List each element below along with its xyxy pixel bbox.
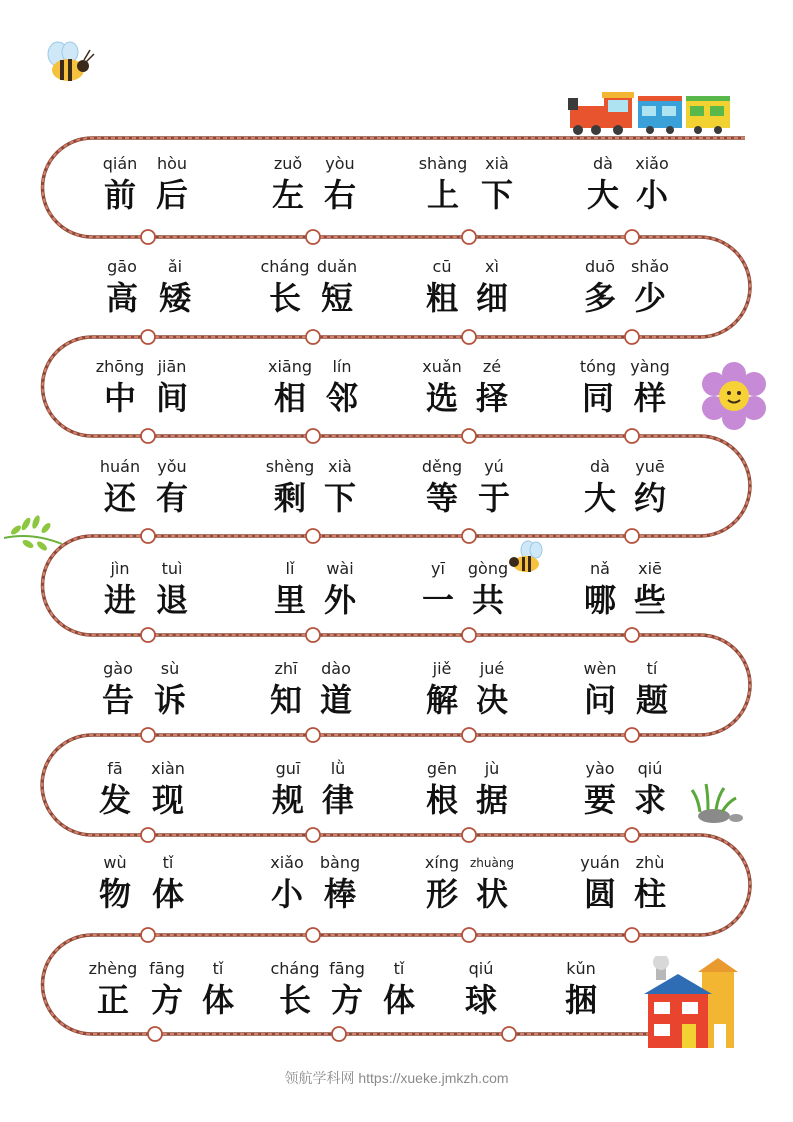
pinyin: dà bbox=[593, 154, 613, 173]
hanzi: 下 bbox=[480, 176, 514, 214]
hanzi: 共 bbox=[471, 581, 505, 619]
track-stop-dot bbox=[141, 230, 155, 244]
hanzi: 解 bbox=[425, 681, 459, 719]
hanzi: 细 bbox=[475, 279, 509, 317]
bee-icon bbox=[506, 540, 546, 576]
hanzi: 求 bbox=[633, 781, 667, 819]
pinyin: yī bbox=[431, 559, 445, 578]
hanzi: 状 bbox=[475, 875, 509, 913]
pinyin: zhèng bbox=[88, 959, 138, 978]
hanzi: 短 bbox=[320, 279, 354, 317]
hanzi: 上 bbox=[426, 176, 460, 214]
hanzi: 方 bbox=[150, 981, 184, 1019]
pinyin: tǐ bbox=[212, 959, 224, 978]
pinyin: dào bbox=[321, 659, 351, 678]
word-row bbox=[0, 355, 793, 435]
hanzi: 剩 bbox=[273, 479, 307, 517]
hanzi: 据 bbox=[475, 781, 509, 819]
pinyin: tǐ bbox=[162, 853, 174, 872]
hanzi: 道 bbox=[319, 681, 353, 719]
pinyin: gēn bbox=[426, 759, 458, 778]
pinyin: shàng bbox=[418, 154, 468, 173]
hanzi: 正 bbox=[96, 981, 130, 1019]
hanzi: 还 bbox=[103, 479, 137, 517]
pinyin: xíng bbox=[424, 853, 460, 872]
hanzi: 球 bbox=[464, 981, 498, 1019]
hanzi: 外 bbox=[323, 581, 357, 619]
pinyin: duǎn bbox=[316, 257, 358, 276]
bee-icon bbox=[40, 40, 96, 86]
hanzi: 右 bbox=[323, 176, 357, 214]
pinyin: gāo bbox=[107, 257, 137, 276]
pinyin: qiú bbox=[468, 959, 494, 978]
word-row bbox=[0, 851, 793, 931]
track-stop-dot bbox=[306, 230, 320, 244]
hanzi: 发 bbox=[98, 781, 132, 819]
track-stop-dot bbox=[625, 230, 639, 244]
hanzi: 哪 bbox=[583, 581, 617, 619]
hanzi: 后 bbox=[155, 176, 189, 214]
pinyin: xiāng bbox=[267, 357, 313, 376]
pinyin: cháng bbox=[260, 257, 310, 276]
pinyin: yòu bbox=[325, 154, 355, 173]
pinyin: shǎo bbox=[630, 257, 670, 276]
pinyin: sù bbox=[160, 659, 180, 678]
hanzi: 长 bbox=[268, 279, 302, 317]
pinyin: tuì bbox=[161, 559, 183, 578]
hanzi: 体 bbox=[151, 875, 185, 913]
hanzi: 小 bbox=[270, 875, 304, 913]
word-row bbox=[0, 757, 793, 837]
pinyin: zhī bbox=[274, 659, 298, 678]
pinyin: wài bbox=[326, 559, 354, 578]
pinyin: jù bbox=[484, 759, 500, 778]
pinyin: gòng bbox=[467, 559, 509, 578]
hanzi: 邻 bbox=[325, 379, 359, 417]
hanzi: 长 bbox=[278, 981, 312, 1019]
hanzi: 告 bbox=[101, 681, 135, 719]
hanzi: 左 bbox=[271, 176, 305, 214]
pinyin: zuǒ bbox=[273, 154, 303, 173]
hanzi: 体 bbox=[382, 981, 416, 1019]
pinyin: huán bbox=[99, 457, 141, 476]
pinyin: zhù bbox=[635, 853, 665, 872]
footer-source: 领航学科网 https://xueke.jmkzh.com bbox=[284, 1070, 509, 1086]
hanzi: 些 bbox=[633, 581, 667, 619]
pinyin: cháng bbox=[270, 959, 320, 978]
track-stop-dot bbox=[462, 230, 476, 244]
pinyin: jiān bbox=[157, 357, 187, 376]
pinyin: tóng bbox=[579, 357, 617, 376]
hanzi: 体 bbox=[201, 981, 235, 1019]
hanzi: 棒 bbox=[323, 875, 357, 913]
hanzi: 里 bbox=[273, 581, 307, 619]
hanzi: 根 bbox=[425, 781, 459, 819]
hanzi: 等 bbox=[425, 479, 459, 517]
hanzi: 形 bbox=[425, 875, 459, 913]
pinyin: ǎi bbox=[167, 257, 183, 276]
hanzi: 律 bbox=[321, 781, 355, 819]
pinyin: hòu bbox=[156, 154, 188, 173]
pinyin: tǐ bbox=[393, 959, 405, 978]
pinyin: cū bbox=[432, 257, 452, 276]
pinyin: yuē bbox=[635, 457, 665, 476]
flower-icon bbox=[700, 362, 768, 430]
leaf-branch-icon bbox=[2, 504, 64, 552]
word-row bbox=[0, 455, 793, 535]
pinyin: shèng bbox=[265, 457, 315, 476]
hanzi: 有 bbox=[155, 479, 189, 517]
hanzi: 知 bbox=[269, 681, 303, 719]
pinyin: qián bbox=[102, 154, 138, 173]
pinyin: xià bbox=[328, 457, 352, 476]
pinyin: bàng bbox=[319, 853, 361, 872]
pinyin: zé bbox=[482, 357, 502, 376]
pinyin: fāng bbox=[329, 959, 365, 978]
pinyin: wèn bbox=[583, 659, 617, 678]
hanzi: 大 bbox=[583, 479, 617, 517]
pinyin: lín bbox=[332, 357, 352, 376]
hanzi: 题 bbox=[635, 681, 669, 719]
hanzi: 中 bbox=[103, 379, 137, 417]
pinyin: xiǎo bbox=[635, 154, 669, 173]
pinyin: jué bbox=[479, 659, 505, 678]
hanzi: 进 bbox=[103, 581, 137, 619]
hanzi: 问 bbox=[583, 681, 617, 719]
hanzi: 规 bbox=[271, 781, 305, 819]
hanzi: 捆 bbox=[564, 981, 598, 1019]
pinyin: yǒu bbox=[157, 457, 187, 476]
hanzi: 方 bbox=[330, 981, 364, 1019]
word-row bbox=[0, 657, 793, 737]
pinyin: xiē bbox=[638, 559, 662, 578]
hanzi: 圆 bbox=[583, 875, 617, 913]
hanzi: 选 bbox=[425, 379, 459, 417]
hanzi: 间 bbox=[155, 379, 189, 417]
pinyin: yuán bbox=[580, 853, 620, 872]
hanzi: 少 bbox=[633, 279, 667, 317]
word-row bbox=[0, 557, 793, 637]
word-row bbox=[0, 255, 793, 335]
hanzi: 大 bbox=[586, 176, 620, 214]
pinyin: wù bbox=[103, 853, 127, 872]
hanzi: 诉 bbox=[153, 681, 187, 719]
hanzi: 样 bbox=[633, 379, 667, 417]
pinyin: zhuàng bbox=[469, 856, 515, 870]
hanzi: 于 bbox=[477, 479, 511, 517]
hanzi: 决 bbox=[475, 681, 509, 719]
train-icon bbox=[558, 86, 736, 140]
pinyin: xiàn bbox=[151, 759, 185, 778]
grass-rock-icon bbox=[688, 780, 748, 826]
pinyin: zhōng bbox=[95, 357, 145, 376]
word-row bbox=[0, 152, 793, 232]
pinyin: xì bbox=[485, 257, 499, 276]
pinyin: kǔn bbox=[566, 959, 596, 978]
pinyin: fā bbox=[107, 759, 123, 778]
hanzi: 约 bbox=[633, 479, 667, 517]
pinyin: yào bbox=[585, 759, 615, 778]
hanzi: 现 bbox=[151, 781, 185, 819]
pinyin: jìn bbox=[110, 559, 130, 578]
hanzi: 同 bbox=[581, 379, 615, 417]
hanzi: 一 bbox=[421, 581, 455, 619]
hanzi: 退 bbox=[155, 581, 189, 619]
pinyin: gào bbox=[103, 659, 133, 678]
pinyin: duō bbox=[584, 257, 616, 276]
hanzi: 矮 bbox=[158, 279, 192, 317]
house-icon bbox=[644, 956, 738, 1050]
hanzi: 柱 bbox=[633, 875, 667, 913]
pinyin: xiǎo bbox=[270, 853, 304, 872]
hanzi: 物 bbox=[98, 875, 132, 913]
hanzi: 多 bbox=[583, 279, 617, 317]
pinyin: děng bbox=[421, 457, 463, 476]
hanzi: 下 bbox=[323, 479, 357, 517]
hanzi: 要 bbox=[583, 781, 617, 819]
pinyin: yú bbox=[484, 457, 504, 476]
hanzi: 择 bbox=[475, 379, 509, 417]
pinyin: fāng bbox=[149, 959, 185, 978]
pinyin: tí bbox=[646, 659, 658, 678]
hanzi: 小 bbox=[635, 176, 669, 214]
pinyin: yàng bbox=[630, 357, 670, 376]
pinyin: qiú bbox=[637, 759, 663, 778]
pinyin: nǎ bbox=[590, 559, 610, 578]
hanzi: 相 bbox=[273, 379, 307, 417]
pinyin: jiě bbox=[432, 659, 452, 678]
pinyin: xià bbox=[485, 154, 509, 173]
hanzi: 前 bbox=[103, 176, 137, 214]
hanzi: 粗 bbox=[425, 279, 459, 317]
pinyin: xuǎn bbox=[422, 357, 462, 376]
pinyin: guī bbox=[275, 759, 301, 778]
pinyin: lǐ bbox=[285, 559, 295, 578]
hanzi: 高 bbox=[105, 279, 139, 317]
pinyin: dà bbox=[590, 457, 610, 476]
pinyin: lǜ bbox=[330, 759, 346, 778]
